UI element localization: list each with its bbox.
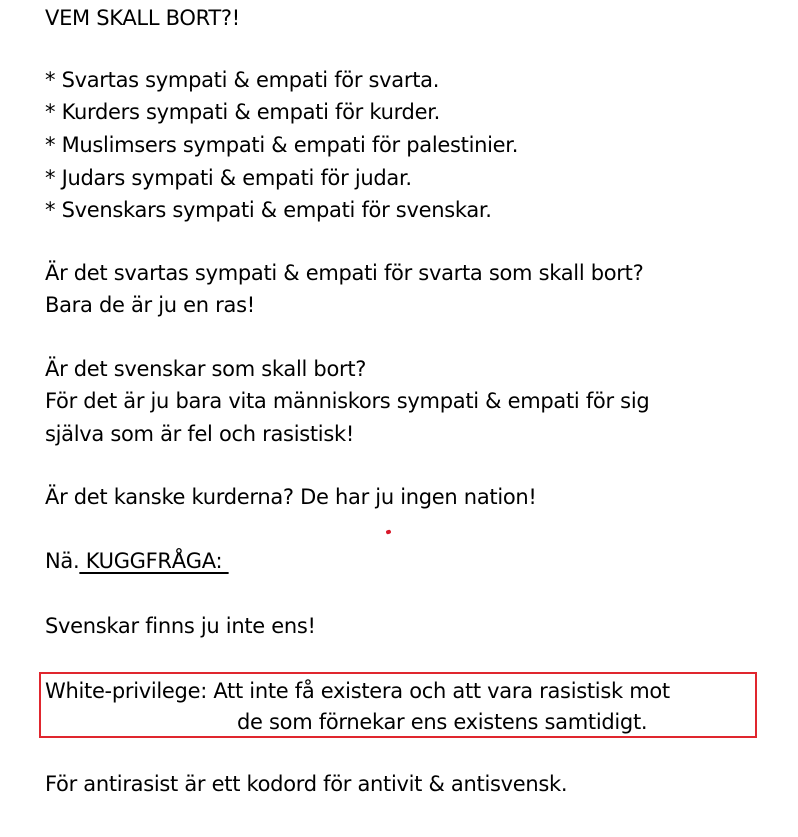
paragraph-line: Är det kanske kurderna? De har ju ingen nation! (45, 485, 537, 509)
bullet-item: * Muslimsers sympati & empati för palestinier. (45, 133, 519, 157)
highlight-box (39, 672, 757, 738)
paragraph-line: Svenskar finns ju inte ens! (45, 614, 316, 638)
document-title: VEM SKALL BORT?! (45, 6, 240, 30)
paragraph-line: själva som är fel och rasistisk! (45, 422, 354, 446)
highlight-line: White-privilege: Att inte få existera och att vara rasistisk mot (45, 679, 670, 703)
red-dot-mark (385, 529, 391, 534)
bullet-item: * Judars sympati & empati för judar. (45, 166, 412, 190)
paragraph-line: Är det svenskar som skall bort? (45, 357, 367, 381)
paragraph-line: Är det svartas sympati & empati för svarta som skall bort? (45, 261, 644, 285)
highlight-line: de som förnekar ens existens samtidigt. (237, 710, 648, 734)
paragraph-line: För det är ju bara vita människors sympati & empati för sig (45, 389, 650, 413)
bullet-item: * Svartas sympati & empati för svarta. (45, 68, 440, 92)
kuggfraga-line (45, 545, 229, 577)
bullet-item: * Kurders sympati & empati för kurder. (45, 100, 440, 124)
closing-line: För antirasist är ett kodord för antivit & antisvensk. (45, 772, 568, 796)
paragraph-line: Bara de är ju en ras! (45, 293, 255, 317)
kuggfraga-prefix: Nä. (45, 549, 80, 573)
bullet-item: * Svenskars sympati & empati för svenskar. (45, 198, 492, 222)
kuggfraga-label: KUGGFRÅGA: (79, 549, 229, 573)
